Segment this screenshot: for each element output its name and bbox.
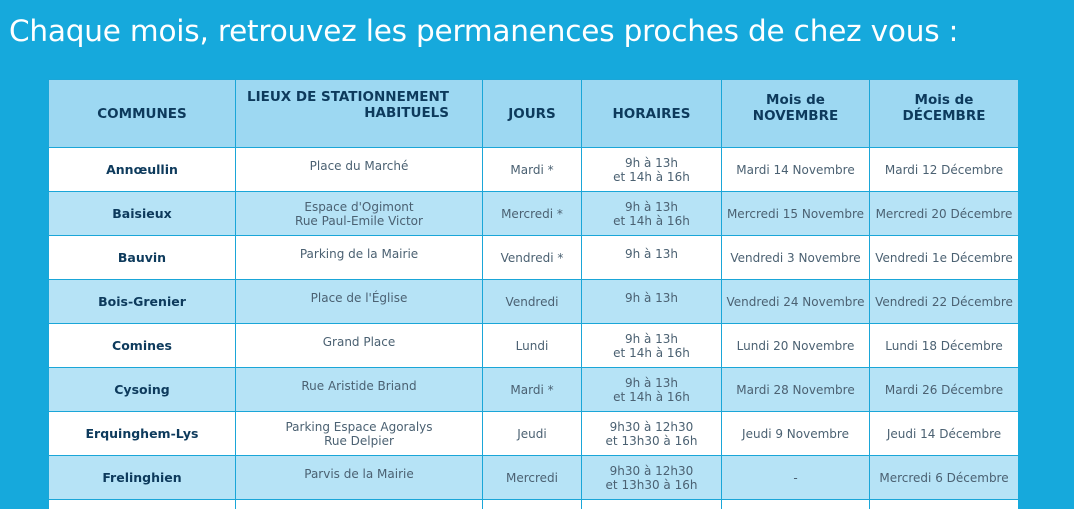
table-row: [49, 236, 1019, 280]
lieu-cell: [236, 236, 483, 280]
horaires-cell: [582, 192, 722, 236]
novembre-cell: [722, 500, 870, 509]
table-row: [49, 148, 1019, 192]
horaires-cell: [582, 148, 722, 192]
schedule-table: [48, 79, 1018, 509]
table-body: [49, 148, 1019, 509]
header-jours: JOURS: [483, 80, 582, 148]
table-row: [49, 192, 1019, 236]
header-lieux-line1: LIEUX DE STATIONNEMENT: [238, 89, 449, 105]
decembre-cell: Mardi 26 Décembre: [870, 368, 1019, 412]
header-decembre: [870, 80, 1019, 148]
horaires-cell: [582, 236, 722, 280]
commune-cell: Frelinghien: [49, 456, 236, 500]
table-row: [49, 456, 1019, 500]
jour-cell: Mercredi *: [483, 192, 582, 236]
jour-cell: Lundi: [483, 324, 582, 368]
lieu-cell: [236, 324, 483, 368]
novembre-cell: Jeudi 9 Novembre: [722, 412, 870, 456]
novembre-cell: Vendredi 3 Novembre: [722, 236, 870, 280]
table-row: [49, 324, 1019, 368]
header-novembre-line2: NOVEMBRE: [724, 108, 867, 124]
commune-cell: Annœullin: [49, 148, 236, 192]
horaires-line: 9h à 13h: [584, 200, 719, 214]
header-novembre: [722, 80, 870, 148]
commune-cell: Comines: [49, 324, 236, 368]
lieu-line: Rue Delpier: [238, 434, 480, 448]
table-row: [49, 368, 1019, 412]
horaires-line: et 14h à 16h: [584, 390, 719, 404]
novembre-cell: -: [722, 456, 870, 500]
lieu-line: Parvis de la Mairie: [238, 467, 480, 481]
jour-cell: Jeudi: [483, 412, 582, 456]
lieu-line: Rue Paul-Emile Victor: [238, 214, 480, 228]
decembre-cell: Vendredi 1e Décembre: [870, 236, 1019, 280]
lieu-line: Place du Marché: [238, 159, 480, 173]
commune-cell: Bauvin: [49, 236, 236, 280]
novembre-cell: Mardi 14 Novembre: [722, 148, 870, 192]
decembre-cell: Mercredi 20 Décembre: [870, 192, 1019, 236]
horaires-cell: [582, 280, 722, 324]
decembre-cell: Mercredi 6 Décembre: [870, 456, 1019, 500]
lieu-line: Parking Espace Agoralys: [238, 420, 480, 434]
horaires-cell: [582, 324, 722, 368]
header-decembre-line1: Mois de: [872, 92, 1016, 108]
header-novembre-line1: Mois de: [724, 92, 867, 108]
page-title: Chaque mois, retrouvez les permanences proches de chez vous :: [9, 14, 958, 48]
horaires-line: 9h30 à 12h30: [584, 464, 719, 478]
jour-cell: Vendredi *: [483, 236, 582, 280]
lieu-cell: [236, 148, 483, 192]
header-decembre-line2: DÉCEMBRE: [872, 108, 1016, 124]
horaires-line: et 14h à 16h: [584, 170, 719, 184]
horaires-line: 9h à 13h: [584, 376, 719, 390]
decembre-cell: Lundi 18 Décembre: [870, 324, 1019, 368]
decembre-cell: Vendredi 22 Décembre: [870, 280, 1019, 324]
commune-cell: Bois-Grenier: [49, 280, 236, 324]
lieu-cell: [236, 368, 483, 412]
table-row: [49, 412, 1019, 456]
horaires-cell: [582, 412, 722, 456]
decembre-cell: Mardi 12 Décembre: [870, 148, 1019, 192]
decembre-cell: Jeudi 14 Décembre: [870, 412, 1019, 456]
commune-cell: [49, 500, 236, 509]
table-row: [49, 280, 1019, 324]
jour-cell: Mardi *: [483, 368, 582, 412]
jour-cell: Mercredi: [483, 456, 582, 500]
header-communes: COMMUNES: [49, 80, 236, 148]
horaires-line: et 14h à 16h: [584, 214, 719, 228]
novembre-cell: Mercredi 15 Novembre: [722, 192, 870, 236]
jour-cell: [483, 500, 582, 509]
lieu-cell: [236, 412, 483, 456]
lieu-cell: [236, 280, 483, 324]
commune-cell: Erquinghem-Lys: [49, 412, 236, 456]
lieu-cell: [236, 500, 483, 509]
header-lieux: [236, 80, 483, 148]
lieu-cell: [236, 456, 483, 500]
horaires-line: et 13h30 à 16h: [584, 434, 719, 448]
header-horaires: HORAIRES: [582, 80, 722, 148]
lieu-line: Grand Place: [238, 335, 480, 349]
table-header-row: [49, 80, 1019, 148]
decembre-cell: [870, 500, 1019, 509]
lieu-cell: [236, 192, 483, 236]
novembre-cell: Vendredi 24 Novembre: [722, 280, 870, 324]
horaires-cell: [582, 500, 722, 509]
header-lieux-line2: HABITUELS: [238, 105, 449, 121]
horaires-line: 9h à 13h: [584, 332, 719, 346]
horaires-line: et 14h à 16h: [584, 346, 719, 360]
commune-cell: Cysoing: [49, 368, 236, 412]
horaires-line: 9h à 13h: [584, 156, 719, 170]
horaires-line: et 13h30 à 16h: [584, 478, 719, 492]
jour-cell: Mardi *: [483, 148, 582, 192]
commune-cell: Baisieux: [49, 192, 236, 236]
jour-cell: Vendredi: [483, 280, 582, 324]
novembre-cell: Lundi 20 Novembre: [722, 324, 870, 368]
lieu-line: Espace d'Ogimont: [238, 200, 480, 214]
lieu-line: Parking de la Mairie: [238, 247, 480, 261]
horaires-cell: [582, 368, 722, 412]
novembre-cell: Mardi 28 Novembre: [722, 368, 870, 412]
horaires-line: 9h à 13h: [584, 247, 719, 261]
horaires-line: 9h à 13h: [584, 291, 719, 305]
table-row: [49, 500, 1019, 509]
lieu-line: Rue Aristide Briand: [238, 379, 480, 393]
schedule-table-container: [48, 79, 1018, 509]
horaires-cell: [582, 456, 722, 500]
horaires-line: 9h30 à 12h30: [584, 420, 719, 434]
lieu-line: Place de l'Église: [238, 291, 480, 305]
